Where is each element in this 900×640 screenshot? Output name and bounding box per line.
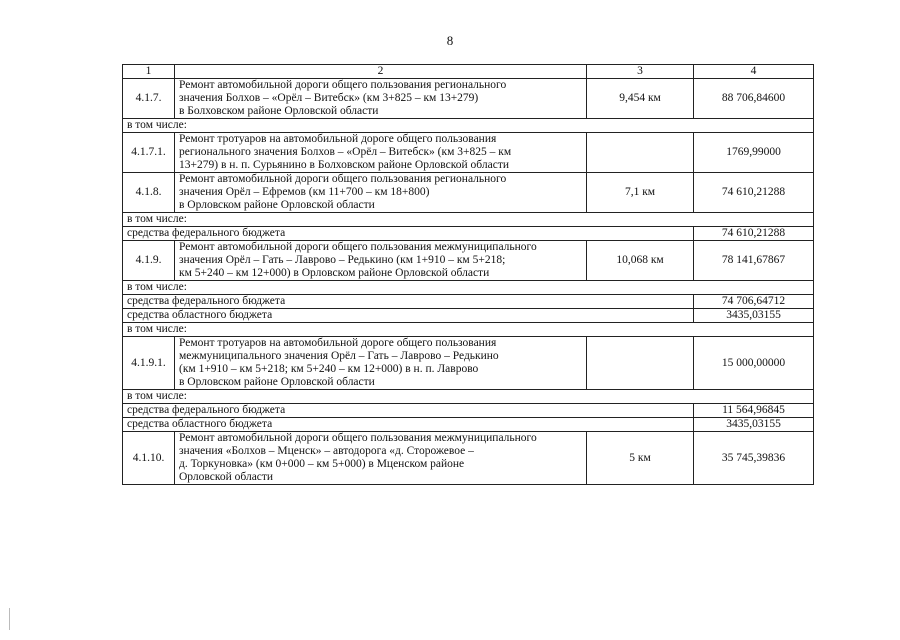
description-line: в Орловском районе Орловской области [179, 199, 375, 211]
subheading-row [123, 213, 814, 227]
funding-amount: 11 564,96845 [694, 404, 814, 418]
item-number: 4.1.9. [123, 241, 175, 281]
item-description [175, 79, 587, 119]
item-description [175, 337, 587, 390]
table-row [123, 241, 814, 281]
description-line: 13+279) в н. п. Сурьянино в Болховском районе Орловской области [179, 159, 509, 171]
header-cell: 4 [694, 65, 814, 79]
item-description [175, 133, 587, 173]
description-line: в Болховском районе Орловской области [179, 105, 379, 117]
item-number: 4.1.7. [123, 79, 175, 119]
subheading-row [123, 390, 814, 404]
table-row [123, 432, 814, 485]
page-number: 8 [446, 33, 454, 48]
subheading-row [123, 323, 814, 337]
item-number: 4.1.9.1. [123, 337, 175, 390]
item-amount: 1769,99000 [694, 133, 814, 173]
subheading-row [123, 119, 814, 133]
table-header-row [123, 65, 814, 79]
item-amount: 15 000,00000 [694, 337, 814, 390]
subheading-text: в том числе: [123, 281, 814, 295]
funding-source: средства федерального бюджета [123, 295, 694, 309]
scan-artifact-mark [9, 608, 10, 630]
funding-source: средства федерального бюджета [123, 227, 694, 241]
funding-row [123, 418, 814, 432]
description-line: Ремонт автомобильной дороги общего пользования межмуниципального [179, 241, 537, 253]
subheading-text: в том числе: [123, 119, 814, 133]
item-description [175, 173, 587, 213]
description-line: Ремонт тротуаров на автомобильной дороге общего пользования [179, 133, 497, 145]
funding-row [123, 227, 814, 241]
item-length: 10,068 км [587, 241, 694, 281]
item-description [175, 432, 587, 485]
item-number: 4.1.7.1. [123, 133, 175, 173]
item-amount: 78 141,67867 [694, 241, 814, 281]
item-amount: 74 610,21288 [694, 173, 814, 213]
subheading-row [123, 281, 814, 295]
table-row [123, 337, 814, 390]
description-line: значения Орёл – Ефремов (км 11+700 – км 18+800) [179, 186, 430, 198]
item-amount: 35 745,39836 [694, 432, 814, 485]
item-number: 4.1.10. [123, 432, 175, 485]
table-body [123, 65, 814, 485]
description-line: км 5+240 – км 12+000) в Орловском районе Орловской области [179, 267, 490, 279]
description-line: межмуниципального значения Орёл – Гать – Лаврово – Редькино [179, 350, 499, 362]
subheading-text: в том числе: [123, 390, 814, 404]
subheading-text: в том числе: [123, 213, 814, 227]
funding-source: средства областного бюджета [123, 418, 694, 432]
funding-row [123, 295, 814, 309]
description-line: Ремонт автомобильной дороги общего пользования межмуниципального [179, 432, 537, 444]
description-line: Ремонт автомобильной дороги общего пользования регионального [179, 173, 507, 185]
table-row [123, 79, 814, 119]
description-line: Ремонт тротуаров на автомобильной дороге общего пользования [179, 337, 497, 349]
item-length [587, 133, 694, 173]
header-cell: 3 [587, 65, 694, 79]
item-length: 7,1 км [587, 173, 694, 213]
subheading-text: в том числе: [123, 323, 814, 337]
table-row [123, 133, 814, 173]
item-length [587, 337, 694, 390]
funding-source: средства областного бюджета [123, 309, 694, 323]
description-line: регионального значения Болхов – «Орёл – Витебск» (км 3+825 – км [179, 146, 512, 158]
description-line: Ремонт автомобильной дороги общего пользования регионального [179, 79, 507, 91]
item-number: 4.1.8. [123, 173, 175, 213]
item-length: 5 км [587, 432, 694, 485]
description-line: значения Орёл – Гать – Лаврово – Редькино (км 1+910 – км 5+218; [179, 254, 506, 266]
description-line: значения Болхов – «Орёл – Витебск» (км 3+825 – км 13+279) [179, 92, 479, 104]
funding-amount: 74 610,21288 [694, 227, 814, 241]
funding-row [123, 309, 814, 323]
item-description [175, 241, 587, 281]
description-line: (км 1+910 – км 5+218; км 5+240 – км 12+000) в н. п. Лаврово [179, 363, 479, 375]
item-amount: 88 706,84600 [694, 79, 814, 119]
funding-amount: 3435,03155 [694, 309, 814, 323]
header-cell: 2 [175, 65, 587, 79]
funding-source: средства федерального бюджета [123, 404, 694, 418]
item-length: 9,454 км [587, 79, 694, 119]
header-cell: 1 [123, 65, 175, 79]
description-line: Орловской области [179, 471, 274, 483]
funding-row [123, 404, 814, 418]
table-row [123, 173, 814, 213]
description-line: значения «Болхов – Мценск» – автодорога «д. Сторожевое – [179, 445, 474, 457]
description-line: в Орловском районе Орловской области [179, 376, 375, 388]
description-line: д. Торкуновка» (км 0+000 – км 5+000) в Мценском районе [179, 458, 465, 470]
funding-amount: 74 706,64712 [694, 295, 814, 309]
budget-table [122, 64, 814, 485]
funding-amount: 3435,03155 [694, 418, 814, 432]
